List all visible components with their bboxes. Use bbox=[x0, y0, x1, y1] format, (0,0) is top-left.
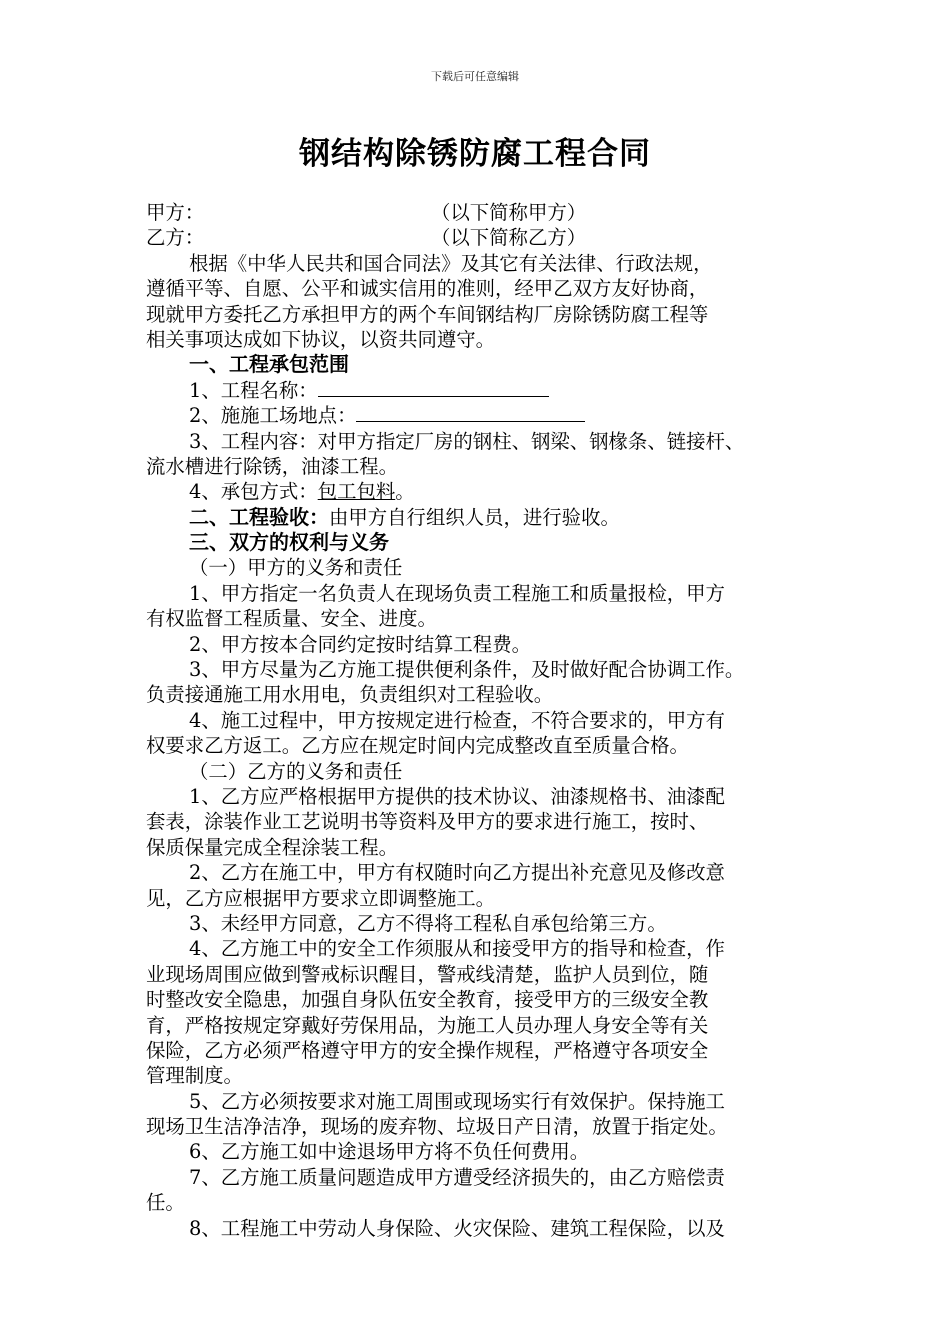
document-body bbox=[146, 200, 808, 1241]
project-name-line bbox=[146, 378, 808, 403]
site-location-blank bbox=[356, 404, 585, 422]
section3-heading: 三、双方的权利与义务 bbox=[189, 530, 389, 555]
clause-line: 育，严格按规定穿戴好劳保用品，为施工人员办理人身安全等有关 bbox=[146, 1013, 709, 1037]
clause-line: 业现场周围应做到警戒标识醒目，警戒线清楚，监护人员到位，随 bbox=[146, 962, 709, 986]
clause-line: 管理制度。 bbox=[146, 1064, 243, 1088]
project-name-blank bbox=[318, 379, 549, 397]
clause-line: 7、乙方施工质量问题造成甲方遭受经济损失的，由乙方赔偿责 bbox=[189, 1165, 725, 1189]
clause-line: 1、乙方应严格根据甲方提供的技术协议、油漆规格书、油漆配 bbox=[189, 784, 725, 808]
contract-method-label: 4、承包方式： bbox=[189, 480, 318, 504]
section2-heading: 二、工程验收： bbox=[189, 504, 329, 529]
contract-method-suffix: 。 bbox=[395, 480, 415, 504]
clause-line: 时整改安全隐患，加强自身队伍安全教育，接受甲方的三级安全教 bbox=[146, 988, 709, 1012]
intro-line: 现就甲方委托乙方承担甲方的两个车间钢结构厂房除锈防腐工程等 bbox=[146, 302, 709, 326]
document-title: 钢结构除锈防腐工程合同 bbox=[299, 136, 651, 172]
party-a-duties-heading: （一）甲方的义务和责任 bbox=[189, 556, 403, 580]
clause-line: 保质保量完成全程涂装工程。 bbox=[146, 835, 399, 859]
clause-line: 任。 bbox=[146, 1191, 185, 1215]
section2-line bbox=[146, 505, 808, 530]
intro-line: 根据《中华人民共和国合同法》及其它有关法律、行政法规， bbox=[189, 251, 713, 275]
party-b-line bbox=[146, 225, 808, 250]
party-b-note: （以下简称乙方） bbox=[431, 226, 587, 250]
party-a-label: 甲方： bbox=[146, 201, 205, 224]
clause-line: 6、乙方施工如中途退场甲方将不负任何费用。 bbox=[189, 1140, 590, 1164]
clause-line: 套表，涂装作业工艺说明书等资料及甲方的要求进行施工，按时、 bbox=[146, 810, 709, 834]
section2-text: 由甲方自行组织人员，进行验收。 bbox=[329, 505, 620, 529]
clause-line: 4、乙方施工中的安全工作须服从和接受甲方的指导和检查，作 bbox=[189, 937, 725, 961]
clause-line: 1、甲方指定一名负责人在现场负责工程施工和质量报检，甲方 bbox=[189, 581, 725, 605]
contract-method-line bbox=[146, 479, 808, 504]
project-name-label: 1、工程名称： bbox=[189, 378, 318, 402]
clause-line: 权要求乙方返工。乙方应在规定时间内完成整改直至质量合格。 bbox=[146, 734, 689, 758]
party-a-line bbox=[146, 200, 808, 225]
clause-line: 3、未经甲方同意，乙方不得将工程私自承包给第三方。 bbox=[189, 911, 667, 935]
party-b-duties-heading: （二）乙方的义务和责任 bbox=[189, 759, 403, 783]
section1-heading: 一、工程承包范围 bbox=[189, 352, 349, 377]
clause-line: 8、工程施工中劳动人身保险、火灾保险、建筑工程保险，以及 bbox=[189, 1216, 725, 1240]
party-a-note: （以下简称甲方） bbox=[431, 201, 587, 224]
contract-method-value: 包工包料 bbox=[317, 480, 396, 504]
intro-line: 遵循平等、自愿、公平和诚实信用的准则，经甲乙双方友好协商， bbox=[146, 277, 709, 301]
clause-line: 3、甲方尽量为乙方施工提供便利条件，及时做好配合协调工作。 bbox=[189, 658, 745, 682]
clause-line: 负责接通施工用水用电，负责组织对工程验收。 bbox=[146, 683, 554, 707]
content-line: 3、工程内容：对甲方指定厂房的钢柱、钢梁、钢椽条、链接杆、 bbox=[189, 429, 745, 453]
clause-line: 5、乙方必须按要求对施工周围或现场实行有效保护。保持施工 bbox=[189, 1089, 725, 1113]
header-note: 下载后可任意编辑 bbox=[431, 70, 519, 83]
clause-line: 2、甲方按本合同约定按时结算工程费。 bbox=[189, 632, 531, 656]
clause-line: 有权监督工程质量、安全、进度。 bbox=[146, 607, 437, 631]
party-b-label: 乙方： bbox=[146, 226, 205, 250]
site-location-label: 2、施施工场地点： bbox=[189, 404, 357, 428]
content-line: 流水槽进行除锈，油漆工程。 bbox=[146, 454, 399, 478]
intro-line: 相关事项达成如下协议，以资共同遵守。 bbox=[146, 327, 496, 351]
clause-line: 2、乙方在施工中，甲方有权随时向乙方提出补充意见及修改意 bbox=[189, 861, 725, 885]
clause-line: 见，乙方应根据甲方要求立即调整施工。 bbox=[146, 886, 496, 910]
site-location-line bbox=[146, 403, 808, 428]
clause-line: 保险，乙方必须严格遵守甲方的安全操作规程，严格遵守各项安全 bbox=[146, 1038, 709, 1062]
clause-line: 现场卫生洁净洁净，现场的废弃物、垃圾日产日清，放置于指定处。 bbox=[146, 1115, 728, 1139]
clause-line: 4、施工过程中，甲方按规定进行检查，不符合要求的，甲方有 bbox=[189, 708, 725, 732]
